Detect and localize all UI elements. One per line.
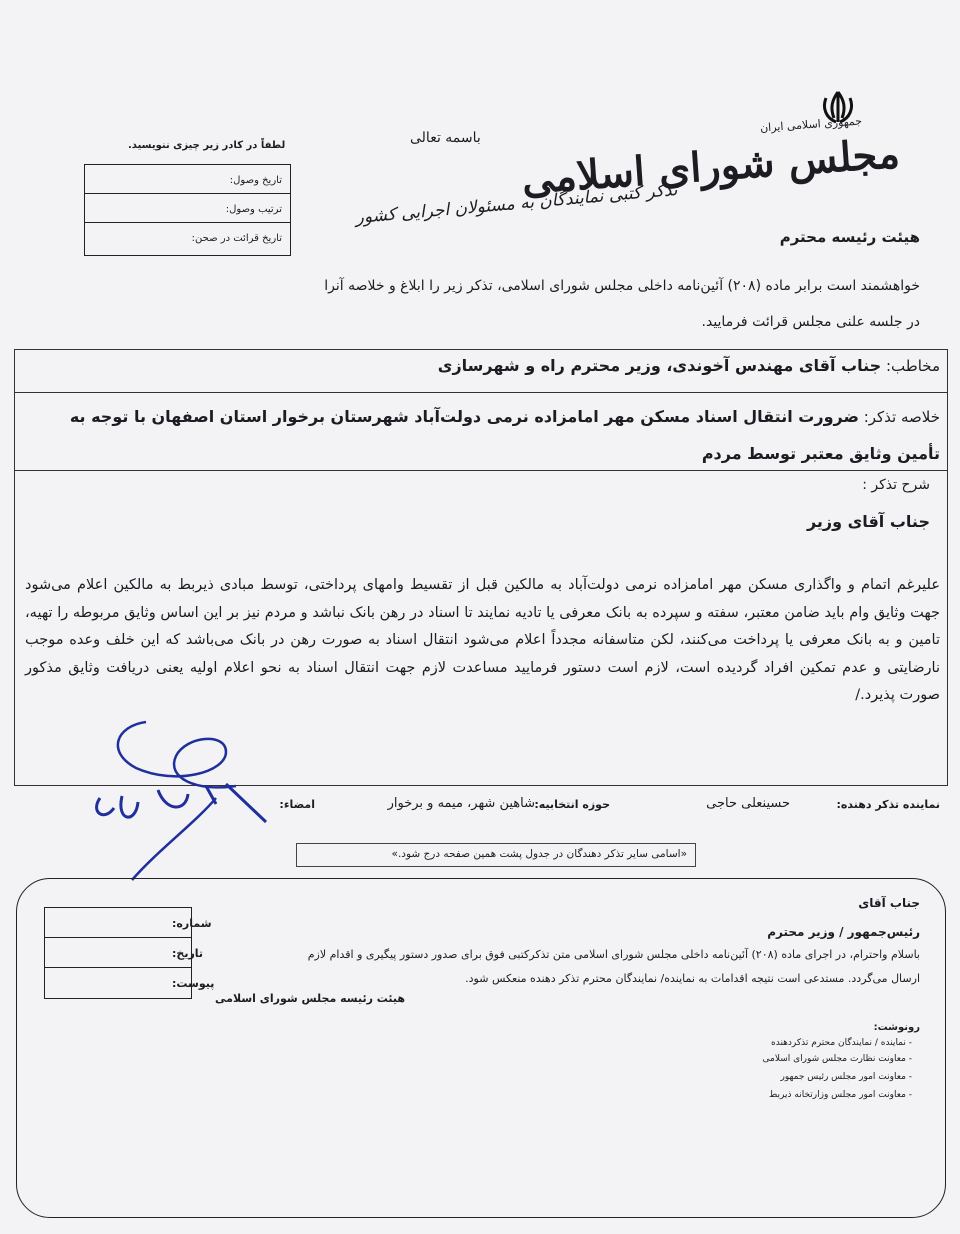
receipt-box (84, 164, 291, 256)
cc-item: - معاونت امور مجلس وزارتخانه ذیربط (769, 1090, 912, 1100)
addressee-row (438, 356, 940, 375)
constituency-label: حوزه انتخابیه: (534, 798, 610, 811)
summary-value: ضرورت انتقال اسناد مسکن مهر امامزاده نرمی دولت‌آباد شهرستان برخوار استان اصفهان با توجه به تأمین وثایق معتبر توسط مردم (69, 407, 940, 463)
intro-line-1: خواهشمند است برابر ماده (۲۰۸) آئین‌نامه داخلی مجلس شورای اسلامی، تذکر زیر را ابلاغ و خلاصه آنرا (324, 278, 920, 294)
cc-item: - معاونت امور مجلس رئیس جمهور (780, 1072, 912, 1082)
document-title: تذکر کتبی نمایندگان به مسئولان اجرایی کشور (354, 179, 679, 229)
registry-label: تاریخ: (172, 947, 204, 960)
registry-cell (45, 968, 191, 998)
description-label: شرح تذکر : (862, 477, 930, 493)
constituency-value: شاهین شهر، میمه و برخوار (387, 796, 535, 811)
handwritten-date: ۹۶/۶/۱ (106, 842, 109, 843)
cc-item: - نماینده / نمایندگان محترم تذکردهنده (771, 1038, 912, 1048)
addressee: هیئت رئیسه محترم (779, 228, 920, 246)
intro-line-2: در جلسه علنی مجلس قرائت فرمایید. (701, 314, 920, 330)
note-top: لطفاً در کادر زیر چیزی ننویسید. (128, 140, 286, 151)
addressee-label: مخاطب: (885, 357, 940, 375)
org-name: مجلس شورای اسلامی (520, 130, 902, 204)
note-others: «اسامی سایر تذکر دهندگان در جدول پشت همین صفحه درج شود.» (296, 843, 696, 867)
bottom-signatory: هیئت رئیسه مجلس شورای اسلامی (215, 992, 405, 1005)
summary-label: خلاصه تذکر: (863, 408, 940, 426)
registry-label: شماره: (172, 917, 212, 930)
bottom-jenab: جناب آقای (858, 896, 920, 910)
representative-label: نماینده تذکر دهنده: (836, 798, 940, 811)
registry-label: پیوست: (172, 977, 215, 990)
representative-name: حسینعلی حاجی (706, 796, 790, 811)
bottom-body-line-1: باسلام واحترام، در اجرای ماده (۲۰۸) آئین‌نامه داخلی مجلس شورای اسلامی متن تذکرکتبی فوق برای صدور دستور پیگیری و اقدام لازم (307, 948, 920, 961)
registry-cell (45, 908, 191, 938)
registry-cell (45, 938, 191, 968)
addressee-value: جناب آقای مهندس آخوندی، وزیر محترم راه و شهرسازی (437, 356, 882, 375)
cc-title: رونوشت: (873, 1022, 920, 1033)
receipt-row: تاریخ وصول: (85, 165, 290, 194)
cc-item: - معاونت نظارت مجلس شورای اسلامی (762, 1054, 912, 1064)
summary-row (30, 398, 940, 472)
bismillah: باسمه تعالی (410, 130, 481, 146)
body-text: علیرغم اتمام و واگذاری مسکن مهر امامزاده نرمی دولت‌آباد به مالکین قبل از تقسیط وامهای پرداختی، توسط مبادی ذیربط به مالکین اعلام می‌شود جهت وثایق وام باید ضامن معتبر، سفته و سپرده به بانک معرفی یا تادیه نمایند تا اسناد در رهن بانک نباشد و مردم نیز بر این اساس وثایق مربوطه را تهیه، تامین و به بانک معرفی یا پرداخت می‌کنند، لکن متاسفانه مجدداً اعلام می‌شود انتقال اسناد به صورت رهن در بانک می‌باشد که این خلف وعده موجب نارضایتی و عدم تمکین افراد گردیده است، لازم است دستور فرمایید مساعدت لازم جهت انتقال اسناد به نحو اعلام اولیه یعنی دریافت وثایق مذکور صورت پذیرد./ (25, 577, 940, 703)
salutation: جناب آقای وزیر (806, 512, 930, 531)
signature-label: امضاء: (279, 798, 315, 811)
registry-box (44, 907, 192, 999)
handwritten-signature (76, 712, 306, 892)
receipt-row: ترتیب وصول: (85, 194, 290, 223)
org-tagline: جمهوری اسلامی ایران (759, 114, 863, 135)
bottom-body-line-2: ارسال می‌گردد. مستدعی است نتیجه اقدامات به نماینده/ نمایندگان محترم تذکر دهنده منعکس شود. (465, 972, 920, 985)
divider (15, 392, 947, 393)
receipt-row: تاریخ قرائت در صحن: (191, 233, 282, 244)
bottom-president: رئیس‌جمهور / وزیر محترم (767, 925, 920, 939)
